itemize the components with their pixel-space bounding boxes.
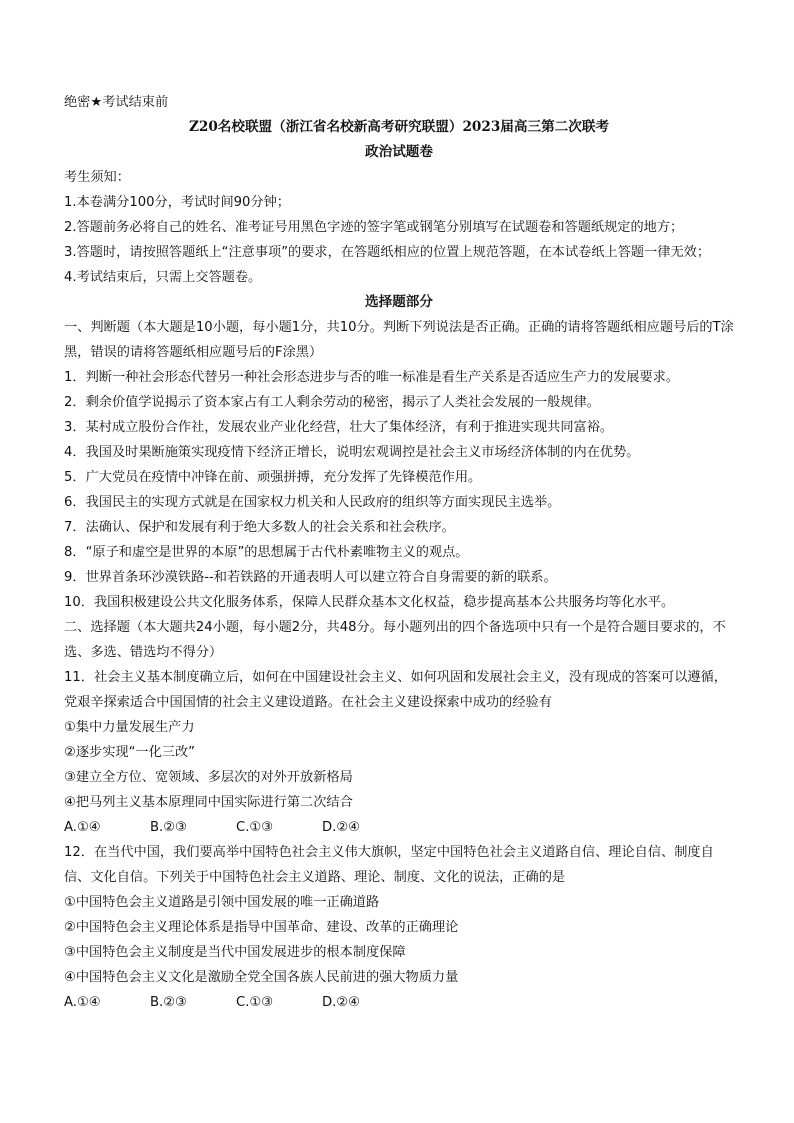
- q12-statement: ①中国特色会主义道路是引领中国发展的唯一正确道路: [64, 895, 380, 910]
- judgement-item: 3．某村成立股份合作社，发展农业产业化经营，壮大了集体经济，有利于推进实现共同富裕。: [64, 420, 614, 435]
- notice-item: 3.答题时，请按照答题纸上“注意事项”的要求，在答题纸相应的位置上规范答题，在本试卷纸上答题一律无效；: [64, 245, 711, 260]
- q12-option-c: C.①③: [236, 995, 274, 1010]
- question-12-stem: 12．在当代中国，我们要高举中国特色社会主义伟大旗帜，坚定中国特色社会主义道路自信、理论自信、制度自信、文化自信。下列关于中国特色社会主义道路、理论、制度、文化的说法，正确的是: [64, 845, 714, 885]
- judgement-item: 1．判断一种社会形态代替另一种社会形态进步与否的唯一标准是看生产关系是否适应生产力的发展要求。: [64, 370, 680, 385]
- q12-statement: ③中国特色会主义制度是当代中国发展进步的根本制度保障: [64, 945, 406, 960]
- judgement-item: 6．我国民主的实现方式就是在国家权力机关和人民政府的组织等方面实现民主选举。: [64, 495, 561, 510]
- confidential-label: 绝密★考试结束前: [64, 95, 169, 110]
- judgement-item: 4．我国及时果断施策实现疫情下经济正增长，说明宏观调控是社会主义市场经济体制的内在优势。: [64, 445, 640, 460]
- judgement-item: 2．剩余价值学说揭示了资本家占有工人剩余劳动的秘密，揭示了人类社会发展的一般规律。: [64, 395, 600, 410]
- section2-intro: 二、选择题（本大题共24小题，每小题2分，共48分。每小题列出的四个备选项中只有一个是符合题目要求的，不选、多选、错选均不得分）: [64, 620, 726, 660]
- notice-item: 2.答题前务必将自己的姓名、准考证号用黑色字迹的签字笔或钢笔分别填写在试题卷和答题纸规定的地方；: [64, 220, 684, 235]
- q12-option-a: A.①④: [64, 995, 101, 1010]
- notice-item: 1.本卷满分100分，考试时间90分钟；: [64, 195, 290, 210]
- q11-options: [64, 815, 734, 840]
- q11-option-c: C.①③: [236, 820, 274, 835]
- judgement-item: 8．“原子和虚空是世界的本原”的思想属于古代朴素唯物主义的观点。: [64, 545, 469, 560]
- q11-statement: ④把马列主义基本原理同中国实际进行第二次结合: [64, 795, 353, 810]
- q11-statement: ②逐步实现“一化三改”: [64, 745, 195, 760]
- q12-statement: ④中国特色会主义文化是激励全党全国各族人民前进的强大物质力量: [64, 970, 459, 985]
- exam-page: [64, 90, 734, 1015]
- judgement-item: 10．我国积极建设公共文化服务体系，保障人民群众基本文化权益，稳步提高基本公共服务均等化水平。: [64, 595, 675, 610]
- question-11-stem: 11．社会主义基本制度确立后，如何在中国建设社会主义、如何巩固和发展社会主义，没有现成的答案可以遵循，党艰辛探索适合中国国情的社会主义建设道路。在社会主义建设探索中成功的经验有: [64, 670, 727, 710]
- exam-title: Z20名校联盟（浙江省名校新高考研究联盟）2023届高三第二次联考: [188, 119, 610, 135]
- q12-statement: ②中国特色会主义理论体系是指导中国革命、建设、改革的正确理论: [64, 920, 459, 935]
- q11-option-d: D.②④: [322, 820, 360, 835]
- q12-option-b: B.②③: [150, 995, 187, 1010]
- section1-intro: 一、判断题（本大题是10小题，每小题1分，共10分。判断下列说法是否正确。正确的请将答题纸相应题号后的T涂黑，错误的请将答题纸相应题号后的F涂黑）: [64, 320, 734, 360]
- notice-heading: 考生须知：: [64, 170, 130, 185]
- judgement-item: 5．广大党员在疫情中冲锋在前、顽强拼搏，充分发挥了先锋模范作用。: [64, 470, 482, 485]
- q11-statement: ③建立全方位、宽领域、多层次的对外开放新格局: [64, 770, 353, 785]
- q12-options: [64, 990, 734, 1015]
- part-title: 选择题部分: [365, 294, 433, 310]
- paper-subtitle: 政治试题卷: [365, 144, 433, 160]
- q12-option-d: D.②④: [322, 995, 360, 1010]
- q11-statement: ①集中力量发展生产力: [64, 720, 195, 735]
- q11-option-a: A.①④: [64, 820, 101, 835]
- judgement-item: 9．世界首条环沙漠铁路--和若铁路的开通表明人可以建立符合自身需要的新的联系。: [64, 570, 557, 585]
- notice-item: 4.考试结束后，只需上交答题卷。: [64, 270, 262, 285]
- judgement-item: 7．法确认、保护和发展有利于绝大多数人的社会关系和社会秩序。: [64, 520, 455, 535]
- q11-option-b: B.②③: [150, 820, 187, 835]
